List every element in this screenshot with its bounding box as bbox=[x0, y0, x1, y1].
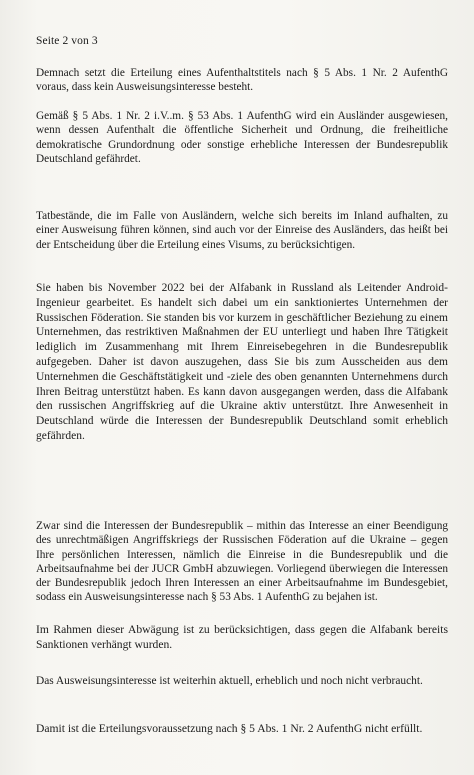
paragraph-expulsion-rule: Gemäß § 5 Abs. 1 Nr. 2 i.V..m. § 53 Abs. 1 AufenthG wird ein Ausländer ausgewiesen, wenn dessen Aufenthalt die öffentliche Sicherheit und Ordnung, die freiheitliche demokratische Grundordnung oder sonstige erhebliche Interessen der Bundesrepublik Deutschland gefährdet. bbox=[36, 110, 448, 166]
paragraph-alfabank-employment: Sie haben bis November 2022 bei der Alfabank in Russland als Leitender Android-Ingenieur gearbeitet. Es handelt sich dabei um ein sanktioniertes Unternehmen der Russischen Föderation. Sie standen bis vor kurzem in geschäftlicher Beziehung zu einem Unternehmen, das restriktiven Maßnahmen der EU unterliegt und haben Ihre Tätigkeit lediglich im Zusammenhang mit Ihrem Einreisebegehren in die Bundesrepublik aufgegeben. Daher ist davon auszugehen, dass Sie bis zum Ausscheiden aus dem Unternehmen die Geschäftstätigkeit und -ziele des oben genannten Unternehmens durch Ihren Beitrag unterstützt haben. Es kann davon ausgegangen werden, dass die Alfabank den russischen Angriffskrieg auf die Ukraine aktiv unterstützt. Ihre Anwesenheit in Deutschland würde die Interessen der Bundesrepublik Deutschland somit erheblich gefährden. bbox=[36, 282, 448, 442]
paragraph-sanctions-consideration: Im Rahmen dieser Abwägung ist zu berücksichtigen, dass gegen die Alfabank bereits Sanktionen verhängt wurden. bbox=[36, 623, 448, 651]
paragraph-conclusion: Damit ist die Erteilungsvoraussetzung nach § 5 Abs. 1 Nr. 2 AufenthG nicht erfüllt. bbox=[36, 722, 423, 735]
paragraph-interest-current: Das Ausweisungsinteresse ist weiterhin aktuell, erheblich und noch nicht verbraucht. bbox=[36, 675, 423, 687]
page-number: Seite 2 von 3 bbox=[36, 35, 98, 47]
paragraph-facts-before-entry: Tatbestände, die im Falle von Ausländern, welche sich bereits im Inland aufhalten, zu einer Ausweisung führen können, sind auch vor der Einreise des Ausländers, das heißt bei der Entscheidung über die Erteilung eines Visums, zu berücksichtigen. bbox=[36, 210, 448, 251]
paragraph-requirement: Demnach setzt die Erteilung eines Aufenthaltstitels nach § 5 Abs. 1 Nr. 2 AufenthG voraus, dass kein Ausweisungsinteresse besteht. bbox=[36, 67, 448, 94]
paragraph-interest-balancing: Zwar sind die Interessen der Bundesrepublik – mithin das Interesse an einer Beendigung des unrechtmäßigen Angriffskriegs der Russischen Föderation auf die Ukraine – gegen Ihre persönlichen Interessen, nämlich die Einreise in die Bundesrepublik und die Arbeitsaufnahme bei der JUCR GmbH abzuwiegen. Vorliegend überwiegen die Interessen der Bundesrepublik jedoch Ihren Interessen an einer Arbeitsaufnahme im Bundesgebiet, sodass ein Ausweisungsinteresse nach § 53 Abs. 1 AufenthG zu bejahen ist. bbox=[36, 520, 448, 604]
